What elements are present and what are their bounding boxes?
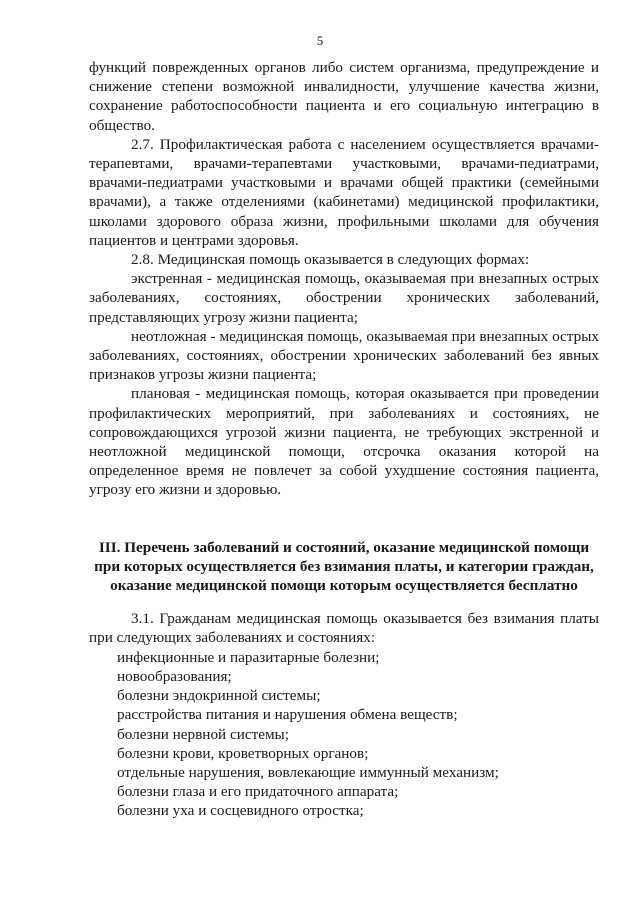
- list-item: болезни нервной системы;: [117, 725, 289, 743]
- list-item: болезни эндокринной системы;: [117, 687, 321, 705]
- list-item: новообразования;: [117, 667, 232, 685]
- paragraph-2-8: 2.8. Медицинская помощь оказывается в следующих формах:: [131, 251, 530, 269]
- paragraph-urgent: неотложная - медицинская помощь, оказываемая при внезапных острых заболеваниях, состояниях, обострении хронических заболеваний без явных признаков угрозы жизни пациента;: [89, 327, 599, 384]
- list-item: болезни крови, кроветворных органов;: [117, 744, 369, 762]
- paragraph-3-1: 3.1. Гражданам медицинская помощь оказывается без взимания платы при следующих заболеваниях и состояниях:: [89, 610, 599, 647]
- document-body: [89, 58, 599, 821]
- section-heading: III. Перечень заболеваний и состояний, оказание медицинской помощи при которых осуществляется без взимания платы, и категории граждан, оказание медицинской помощи которым осуществляется бесплатно: [94, 538, 594, 595]
- list-item: болезни глаза и его придаточного аппарата;: [117, 783, 399, 801]
- paragraph-2-7: 2.7. Профилактическая работа с населением осуществляется врачами-терапевтами, врачами-терапевтами участковыми, врачами-педиатрами, врачами-педиатрами участковыми и врачами общей практики (семейными врачами), а также отделениями (кабинетами) медицинской профилактики, школами здорового образа жизни, профильными школами для обучения пациентов и центрами здоровья.: [89, 135, 599, 249]
- list-item: отдельные нарушения, вовлекающие иммунный механизм;: [117, 763, 499, 781]
- paragraph-planned: плановая - медицинская помощь, которая оказывается при проведении профилактических мероприятий, при заболеваниях и состояниях, не сопровождающихся угрозой жизни пациента, не требующих экстренной и неотложной медицинской помощи, отсрочка оказания которой на определенное время не повлечет за собой ухудшение состояния пациента, угрозу его жизни и здоровью.: [89, 385, 599, 499]
- list-item: расстройства питания и нарушения обмена веществ;: [117, 706, 458, 724]
- paragraph-emergency: экстренная - медицинская помощь, оказываемая при внезапных острых заболеваниях, состояниях, обострении хронических заболеваний, представляющих угрозу жизни пациента;: [89, 270, 599, 326]
- list-item: болезни уха и сосцевидного отростка;: [117, 802, 364, 820]
- list-item: инфекционные и паразитарные болезни;: [117, 648, 380, 666]
- page-number: 5: [316, 33, 324, 48]
- paragraph-continuation: функций поврежденных органов либо систем организма, предупреждение и снижение степени возможной инвалидности, улучшение качества жизни, сохранение работоспособности пациента и его социальную интеграцию в общество.: [89, 59, 599, 134]
